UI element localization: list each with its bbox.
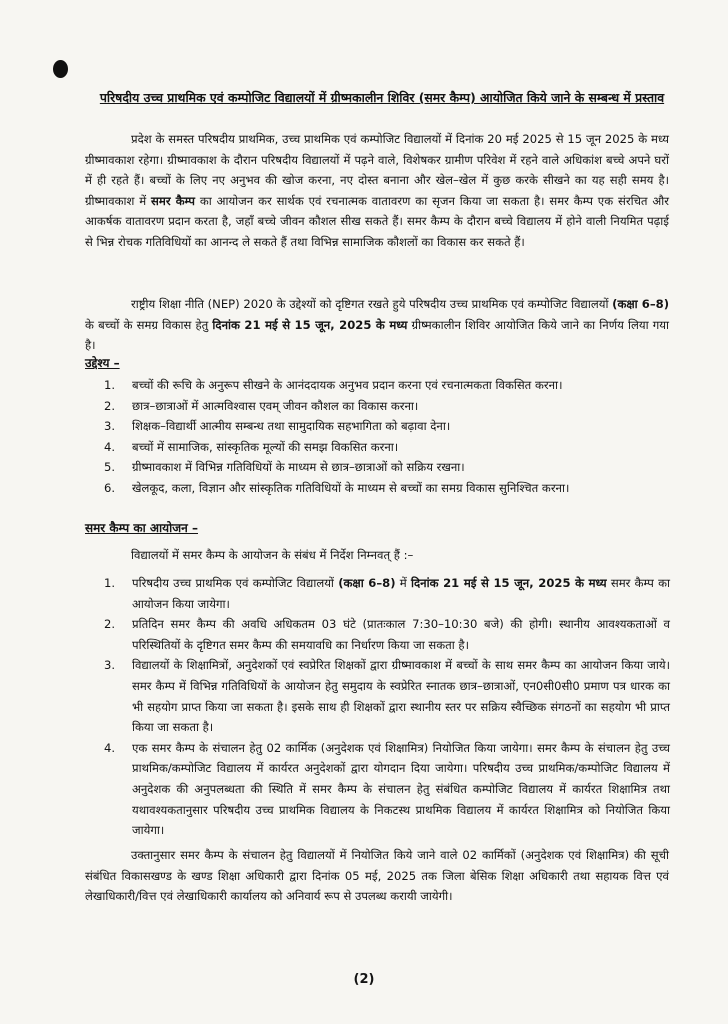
closing-paragraph: उक्तानुसार समर कैम्प के संचालन हेतु विद्यालयों में नियोजित किये जाने वाले 02 कार्मिकों (अनुदेशक एवं शिक्षामित्र) की सूची संबंधित विकासखण्ड के खण्ड शिक्षा अधिकारी द्वारा दिनांक 05 मई, 2025 तक जिला बेसिक शिक्षा अधिकारी तथा सहायक वित्त एवं लेखाधिकारी/वित्त एवं लेखाधिकारी कार्यालय को अनिवार्य रूप से उपलब्ध करायी जायेगी। (85, 848, 669, 904)
page-number: (2) (353, 972, 375, 987)
intro-paragraph-2: राष्ट्रीय शिक्षा नीति (NEP) 2020 के उद्देश्यों को दृष्टिगत रखते हुये परिषदीय उच्च प्राथमिक एवं कम्पोजिट विद्यालयों (कक्षा 6–8) के बच्चों के समग्र विकास हेतु दिनांक 21 मई से 15 जून, 2025 के मध्य ग्रीष्मकालीन शिविर आयोजित किये जाने का निर्णय लिया गया है। (85, 297, 670, 353)
objective-item: 5. ग्रीष्मावकाश में विभिन्न गतिविधियों के माध्यम से छात्र–छात्राओं को सक्रिय रखना। (104, 460, 465, 475)
punch-hole-mark (53, 60, 68, 78)
objective-item: 1. बच्चों की रूचि के अनुरूप सीखने के आनंददायक अनुभव प्रदान करना एवं रचनात्मकता विकसित करना। (104, 378, 563, 392)
organisation-lead: विद्यालयों में समर कैम्प के आयोजन के संबंध में निर्देश निम्नवत् हैं :– (131, 548, 414, 562)
organisation-list (104, 573, 670, 841)
document-title: परिषदीय उच्च प्राथमिक एवं कम्पोजिट विद्यालयों में ग्रीष्मकालीन शिविर (समर कैम्प) आयोजित किये जाने के सम्बन्ध में प्रस्ताव (99, 90, 665, 105)
objective-item: 6. खेलकूद, कला, विज्ञान और सांस्कृतिक गतिविधियों के माध्यम से बच्चों का समग्र विकास सुनिश्चित करना। (104, 480, 570, 495)
objective-item: 3. शिक्षक–विद्यार्थी आत्मीय सम्बन्ध तथा सामुदायिक सहभागिता को बढ़ावा देना। (104, 419, 451, 434)
organisation-item-3: 3. विद्यालयों के शिक्षामित्रों, अनुदेशकों एवं स्वप्रेरित शिक्षकों द्वारा ग्रीष्मावकाश में बच्चों के साथ समर कैम्प का आयोजन किया जाये। समर कैम्प में विभिन्न गतिविधियों के आयोजन हेतु समुदाय के स्वप्रेरित स्नातक छात्र–छात्राओं, एन0सी0सी0 प्रमाण पत्र धारक का भी सहयोग प्राप्त किया जा सकता है। इसके साथ ही शिक्षकों द्वारा स्थानीय स्तर पर सक्रिय स्वैच्छिक संगठनों का सहयोग भी प्राप्त किया जा सकता है। (104, 658, 670, 735)
organisation-item-1: 1. परिषदीय उच्च प्राथमिक एवं कम्पोजिट विद्यालयों (कक्षा 6–8) में दिनांक 21 मई से 15 जून, 2025 के मध्य समर कैम्प का आयोजन किया जायेगा। (104, 576, 670, 611)
organisation-heading: समर कैम्प का आयोजन – (85, 521, 198, 535)
objective-item: 4. बच्चों में सामाजिक, सांस्कृतिक मूल्यों की समझ विकसित करना। (104, 439, 399, 454)
objective-item: 2. छात्र–छात्राओं में आत्मविश्वास एवम् जीवन कौशल का विकास करना। (104, 398, 419, 413)
intro-paragraph-1: प्रदेश के समस्त परिषदीय प्राथमिक, उच्च प्राथमिक एवं कम्पोजिट विद्यालयों में दिनांक 20 मई 2025 से 15 जून 2025 के मध्य ग्रीष्मावकाश रहेगा। ग्रीष्मावकाश के दौरान परिषदीय विद्यालयों में पढ़ने वाले, विशेषकर ग्रामीण परिवेश में रहने वाले अधिकांश बच्चे अपने घरों में ही रहते हैं। बच्चों के लिए नए अनुभव की खोज करना, नए दोस्त बनाना और खेल–खेल में कुछ करके सीखने का यह सही समय है। ग्रीष्मावकाश में समर कैम्प का आयोजन कर सार्थक एवं रचनात्मक वातावरण का सृजन किया जा सकता है। समर कैम्प एक संरचित और आकर्षक वातावरण प्रदान करता है, जहाँ बच्चे जीवन कौशल सीख सकते हैं। समर कैम्प के दौरान बच्चे विद्यालय में होने वाली नियमित पढ़ाई से भिन्न रोचक गतिविधियों का आनन्द ले सकते हैं तथा विभिन्न सामाजिक कौशलों का विकास कर सकते हैं। (85, 132, 670, 249)
objectives-list (104, 375, 670, 499)
organisation-item-4: 4. एक समर कैम्प के संचालन हेतु 02 कार्मिक (अनुदेशक एवं शिक्षामित्र) नियोजित किया जायेगा। समर कैम्प के संचालन हेतु उच्च प्राथमिक/कम्पोजिट विद्यालय में कार्यरत अनुदेशकों द्वारा योगदान दिया जायेगा। परिषदीय उच्च प्राथमिक/कम्पोजिट विद्यालय में अनुदेशक की अनुपलब्धता की स्थिति में समर कैम्प के संचालन हेतु संबंधित कम्पोजिट विद्यालय में कार्यरत शिक्षामित्र तथा यथावश्यकतानुसार परिषदीय उच्च प्राथमिक विद्यालय के निकटस्थ प्राथमिक विद्यालय में कार्यरत शिक्षामित्र को नियोजित किया जायेगा। (104, 740, 670, 838)
organisation-item-2: 2. प्रतिदिन समर कैम्प की अवधि अधिकतम 03 घंटे (प्रातःकाल 7:30–10:30 बजे) की होगी। स्थानीय आवश्यकताओं व परिस्थितियों के दृष्टिगत समर कैम्प की समयावधि का निर्धारण किया जा सकता है। (104, 617, 670, 652)
objectives-heading: उद्देश्य – (85, 356, 120, 370)
